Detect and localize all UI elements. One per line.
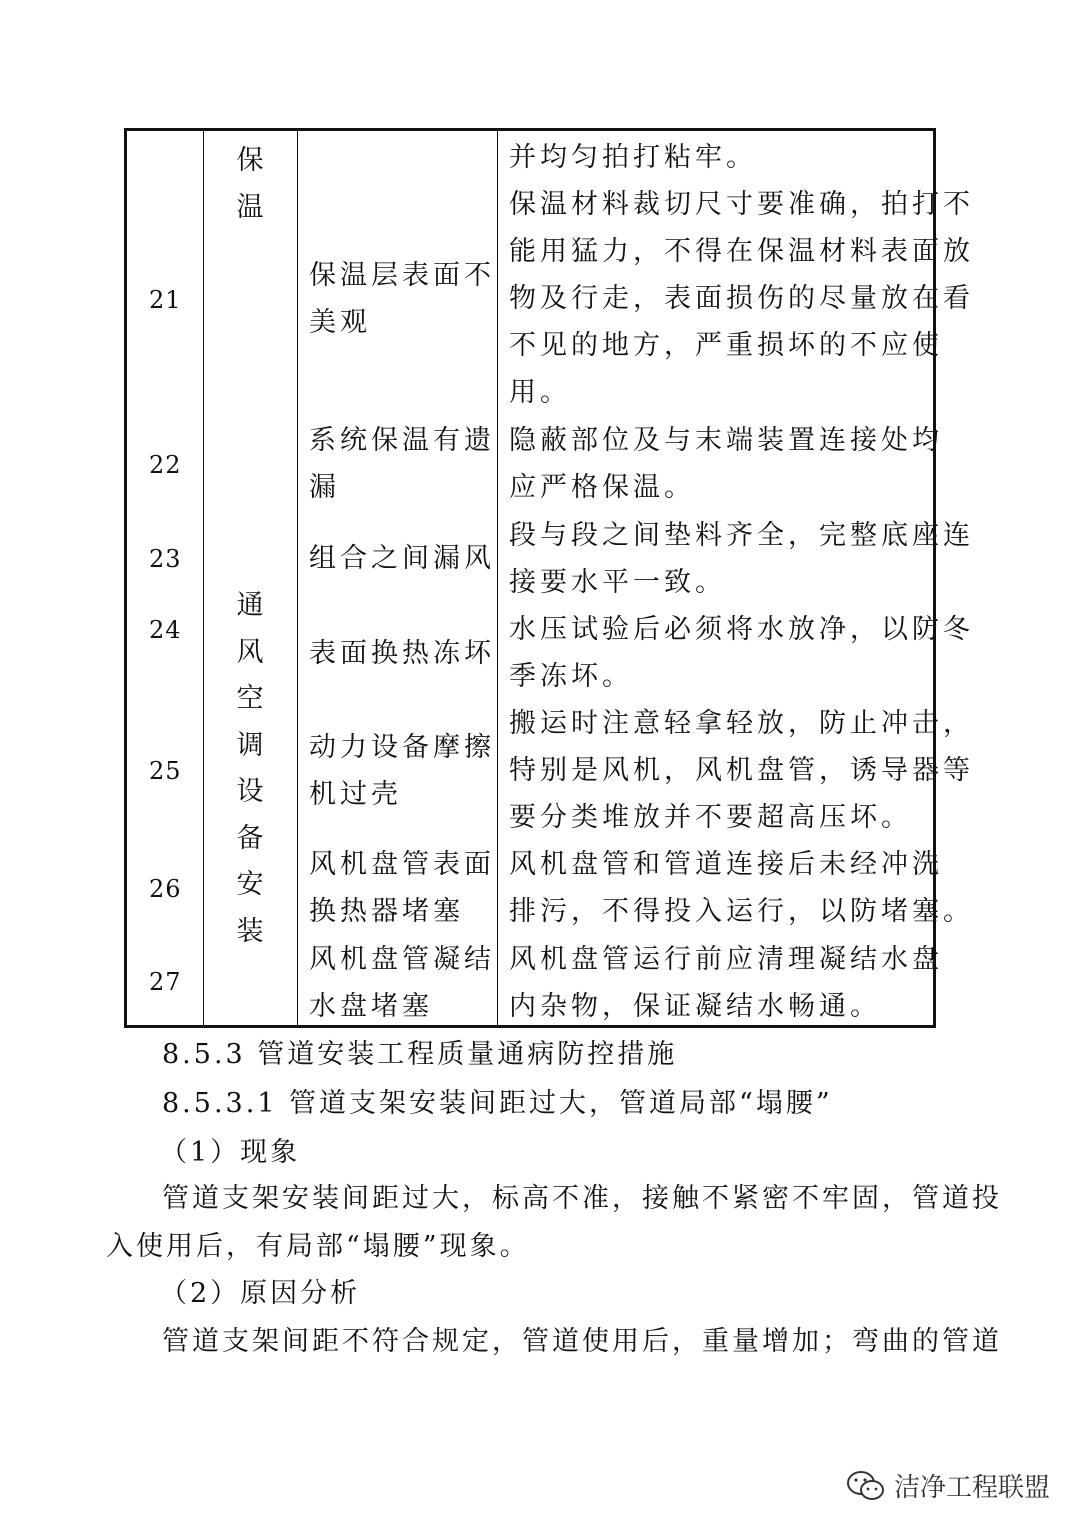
measure-cell: 物及行走，表面损伤的尽量放在看 [509, 283, 974, 314]
problem-cell: 系统保温有遗 [309, 425, 495, 456]
measure-cell: 季冻坏。 [509, 661, 633, 692]
problem-cell: 组合之间漏风 [309, 543, 495, 574]
measure-cell: 保温材料裁切尺寸要准确，拍打不 [509, 189, 974, 220]
measure-cell: 并均匀拍打粘牢。 [509, 142, 757, 173]
category-char: 风 [236, 636, 264, 668]
section-heading: 8.5.3 管道安装工程质量通病防控措施 [162, 1039, 678, 1070]
problem-cell: 水盘堵塞 [309, 991, 433, 1022]
measure-cell: 隐蔽部位及与末端装置连接处均 [509, 425, 943, 456]
category-char: 温 [236, 191, 264, 223]
measure-cell: 应严格保温。 [509, 472, 695, 503]
row-number: 26 [149, 875, 182, 903]
table-col-divider-2 [297, 128, 298, 1028]
category-char: 备 [236, 822, 264, 854]
problem-cell: 机过壳 [309, 779, 402, 810]
table-top-border [124, 128, 936, 131]
category-char: 设 [236, 776, 264, 807]
measure-cell: 水压试验后必须将水放净，以防冬 [509, 614, 974, 645]
row-number: 27 [149, 968, 182, 996]
table-col-divider-1 [203, 128, 204, 1028]
problem-cell: 风机盘管表面 [309, 849, 495, 880]
category-char: 装 [236, 915, 264, 947]
subheading-cause: （2）原因分析 [160, 1278, 361, 1309]
problem-cell: 换热器堵塞 [309, 896, 464, 927]
problem-cell: 风机盘管凝结 [309, 944, 495, 975]
row-number: 21 [149, 286, 182, 314]
measure-cell: 能用猛力，不得在保温材料表面放 [509, 236, 974, 267]
paragraph: 入使用后，有局部“塌腰”现象。 [106, 1231, 530, 1262]
measure-cell: 不见的地方，严重损坏的不应使 [509, 330, 943, 361]
measure-cell: 用。 [509, 377, 571, 408]
row-number: 24 [149, 616, 182, 644]
measure-cell: 特别是风机，风机盘管，诱导器等 [509, 755, 974, 786]
category-insulation [230, 138, 270, 231]
table-col-divider-3 [497, 128, 498, 1028]
measure-cell: 风机盘管运行前应清理凝结水盘 [509, 944, 943, 975]
row-number: 25 [149, 757, 182, 785]
watermark-text: 洁净工程联盟 [893, 1473, 1050, 1503]
problem-cell: 美观 [309, 307, 371, 338]
measure-cell: 接要水平一致。 [509, 567, 726, 598]
paragraph: 管道支架间距不符合规定，管道使用后，重量增加；弯曲的管道 [162, 1326, 1002, 1357]
measure-cell: 内杂物，保证凝结水畅通。 [509, 991, 881, 1022]
row-number: 23 [149, 545, 182, 573]
category-char: 空 [236, 683, 264, 714]
subsection-heading: 8.5.3.1 管道支架安装间距过大，管道局部“塌腰” [162, 1088, 833, 1119]
paragraph: 管道支架安装间距过大，标高不准，接触不紧密不牢固，管道投 [162, 1183, 1002, 1214]
problem-cell: 漏 [309, 472, 340, 503]
measure-cell: 搬运时注意轻拿轻放，防止冲击， [509, 708, 974, 739]
category-char: 调 [236, 729, 264, 761]
measure-cell: 段与段之间垫料齐全，完整底座连 [509, 520, 974, 551]
measure-cell: 要分类堆放并不要超高压坏。 [509, 802, 912, 833]
measure-cell: 风机盘管和管道连接后未经冲洗 [509, 849, 943, 880]
category-char: 通 [236, 590, 264, 621]
problem-cell: 动力设备摩擦 [309, 732, 495, 763]
table-left-border [124, 128, 127, 1028]
wechat-icon [846, 1469, 886, 1503]
category-char: 保 [236, 145, 264, 176]
watermark [846, 1467, 1050, 1504]
problem-cell: 表面换热冻坏 [309, 638, 495, 669]
row-number: 22 [149, 451, 182, 479]
category-hvac-equipment [230, 583, 270, 955]
category-char: 安 [236, 869, 264, 900]
measure-cell: 排污，不得投入运行，以防堵塞。 [509, 896, 974, 927]
problem-cell: 保温层表面不 [309, 260, 495, 291]
subheading-phenomenon: （1）现象 [160, 1137, 301, 1168]
